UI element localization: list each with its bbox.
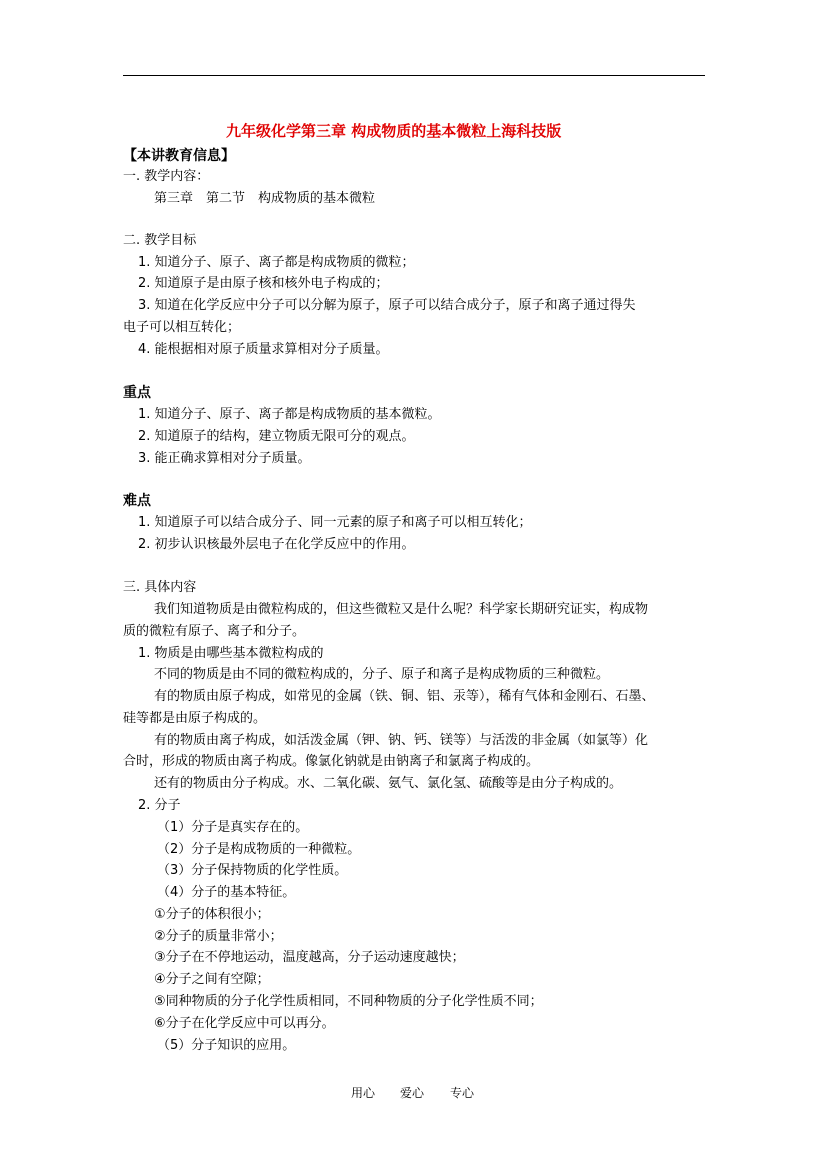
paragraph-line: 合时，形成的物质由离子构成。像氯化钠就是由钠离子和氯离子构成的。 [123,754,540,769]
document-title: 九年级化学第三章 构成物质的基本微粒上海科技版 [226,122,562,140]
paragraph-line: 我们知道物质是由微粒构成的，但这些微粒又是什么呢？科学家长期研究证实，构成物 [154,602,649,617]
footer-text: 爱心 [400,1086,425,1100]
list-item: 4. 能根据相对原子质量求算相对分子质量。 [138,342,389,357]
paragraph-line: 还有的物质由分子构成。水、二氧化碳、氨气、氯化氢、硫酸等是由分子构成的。 [154,776,623,791]
paragraph-line: 有的物质由原子构成，如常见的金属（铁、铜、铝、汞等），稀有气体和金刚石、石墨、 [154,689,655,704]
section-heading: 一. 教学内容： [123,169,210,184]
list-item: 2. 知道原子的结构，建立物质无限可分的观点。 [138,429,415,444]
list-item: 2. 知道原子是由原子核和核外电子构成的； [138,276,389,291]
footer-text: 用心 [351,1086,376,1100]
header-rule [123,75,705,76]
list-item: 3. 能正确求算相对分子质量。 [138,451,311,466]
paragraph-line: 质的微粒有原子、离子和分子。 [123,624,306,639]
paragraph-line: ①分子的体积很小； [154,907,270,922]
footer-text: 专心 [450,1086,475,1100]
info-heading: 【本讲教育信息】 [123,148,235,164]
paragraph-line: ②分子的质量非常小； [154,929,283,944]
paragraph-line: 硅等都是由原子构成的。 [123,711,267,726]
key-points-heading: 重点 [123,385,151,401]
list-item: 1. 知道分子、原子、离子都是构成物质的基本微粒。 [138,407,441,422]
paragraph-line: ⑤同种物质的分子化学性质相同，不同种物质的分子化学性质不同； [154,994,543,1009]
section-heading: 三. 具体内容 [123,580,197,595]
paragraph-line: （2）分子是构成物质的一种微粒。 [157,842,361,857]
list-item: 1. 知道分子、原子、离子都是构成物质的微粒； [138,255,415,270]
paragraph-line: ③分子在不停地运动，温度越高，分子运动速度越快； [154,950,465,965]
difficult-points-heading: 难点 [123,493,151,509]
paragraph-line: ⑥分子在化学反应中可以再分。 [154,1016,335,1031]
subsection-heading: 2. 分子 [138,798,181,813]
section-heading: 二. 教学目标 [123,233,197,248]
paragraph-line: （1）分子是真实存在的。 [157,820,309,835]
list-item-continued: 电子可以相互转化； [123,320,241,335]
list-item: 1. 知道原子可以结合成分子、同一元素的原子和离子可以相互转化； [138,515,532,530]
section-content: 第三章 第二节 构成物质的基本微粒 [154,191,376,206]
paragraph-line: ④分子之间有空隙； [154,972,270,987]
subsection-heading: 1. 物质是由哪些基本微粒构成的 [138,646,324,661]
paragraph-line: （5）分子知识的应用。 [157,1038,296,1053]
paragraph-line: （4）分子的基本特征。 [157,885,296,900]
list-item: 3. 知道在化学反应中分子可以分解为原子，原子可以结合成分子，原子和离子通过得失 [138,298,636,313]
paragraph-line: 不同的物质是由不同的微粒构成的，分子、原子和离子是构成物质的三种微粒。 [154,667,610,682]
paragraph-line: 有的物质由离子构成，如活泼金属（钾、钠、钙、镁等）与活泼的非金属（如氯等）化 [154,733,649,748]
list-item: 2. 初步认识核最外层电子在化学反应中的作用。 [138,537,415,552]
paragraph-line: （3）分子保持物质的化学性质。 [157,863,348,878]
